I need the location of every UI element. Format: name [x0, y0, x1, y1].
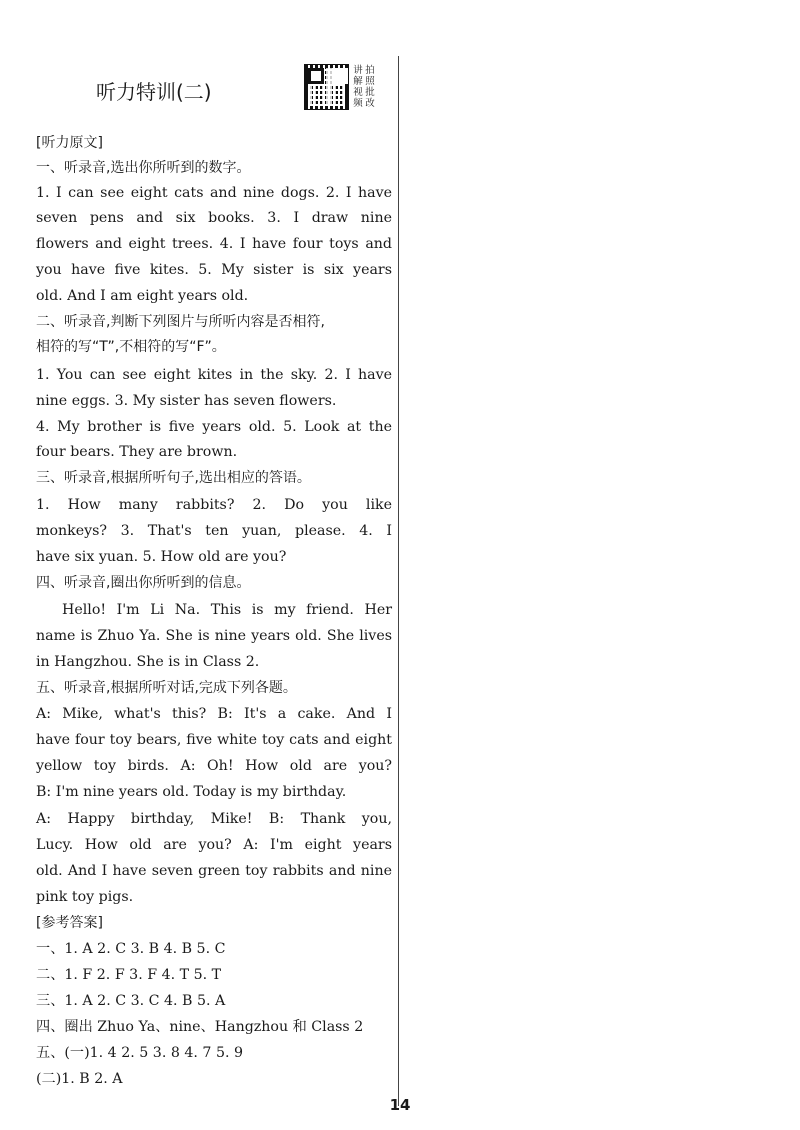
text-line: you have five kites. 5. My sister is six years [36, 262, 392, 278]
text-line: B: I'm nine years old. Today is my birthday. [36, 784, 347, 800]
left-title: 听力特训(二) [96, 80, 212, 104]
text-line: (二)1. B 2. A [36, 1071, 123, 1087]
text-line: 三、听录音,根据所听句子,选出相应的答语。 [36, 470, 311, 486]
text-line: 二、听录音,判断下列图片与所听内容是否相符, [36, 314, 325, 330]
text-line: old. And I have seven green toy rabbits and nine [36, 863, 392, 879]
text-line: in Hangzhou. She is in Class 2. [36, 654, 260, 670]
text-line: A: Mike, what's this? B: It's a cake. And I [36, 706, 392, 722]
text-line: yellow toy birds. A: Oh! How old are you? [36, 758, 392, 774]
text-line: Hello! I'm Li Na. This is my friend. Her [62, 602, 392, 618]
text-line: old. And I am eight years old. [36, 288, 249, 304]
text-line: 1. I can see eight cats and nine dogs. 2. I have [36, 185, 392, 201]
text-line: nine eggs. 3. My sister has seven flowers. [36, 393, 337, 409]
text-line: 五、听录音,根据所听对话,完成下列各题。 [36, 680, 297, 696]
text-line: 一、听录音,选出你所听到的数字。 [36, 160, 251, 176]
text-line: 4. My brother is five years old. 5. Look at the [36, 419, 392, 435]
text-line: 二、1. F 2. F 3. F 4. T 5. T [36, 967, 222, 983]
answers-heading: [参考答案] [36, 915, 103, 931]
transcript-heading: [听力原文] [36, 135, 103, 151]
text-line: 四、圈出 Zhuo Ya、nine、Hangzhou 和 Class 2 [36, 1019, 364, 1035]
text-line: 1. You can see eight kites in the sky. 2. I have [36, 367, 392, 383]
text-line: have six yuan. 5. How old are you? [36, 549, 287, 565]
text-line: four bears. They are brown. [36, 444, 238, 460]
text-line: 四、听录音,圈出你所听到的信息。 [36, 575, 251, 591]
qr-code-icon: 讲 拍 解 照 视 批 频 改 [304, 64, 376, 110]
text-line: seven pens and six books. 3. I draw nine [36, 210, 392, 226]
text-line: A: Happy birthday, Mike! B: Thank you, [36, 811, 392, 827]
text-line: monkeys? 3. That's ten yuan, please. 4. I [36, 523, 392, 539]
page-number: 14 [389, 1096, 411, 1114]
text-line: have four toy bears, five white toy cats and eight [36, 732, 392, 748]
text-line: 三、1. A 2. C 3. C 4. B 5. A [36, 993, 226, 1009]
column-divider [398, 56, 399, 1106]
text-line: Lucy. How old are you? A: I'm eight years [36, 837, 392, 853]
text-line: pink toy pigs. [36, 889, 134, 905]
text-line: 五、(一)1. 4 2. 5 3. 8 4. 7 5. 9 [36, 1045, 244, 1061]
text-line: flowers and eight trees. 4. I have four toys and [36, 236, 392, 252]
text-line: name is Zhuo Ya. She is nine years old. She lives [36, 628, 392, 644]
text-line: 1. How many rabbits? 2. Do you like [36, 497, 392, 513]
text-line: 一、1. A 2. C 3. B 4. B 5. C [36, 941, 226, 957]
text-line: 相符的写“T”,不相符的写“F”。 [36, 339, 226, 355]
